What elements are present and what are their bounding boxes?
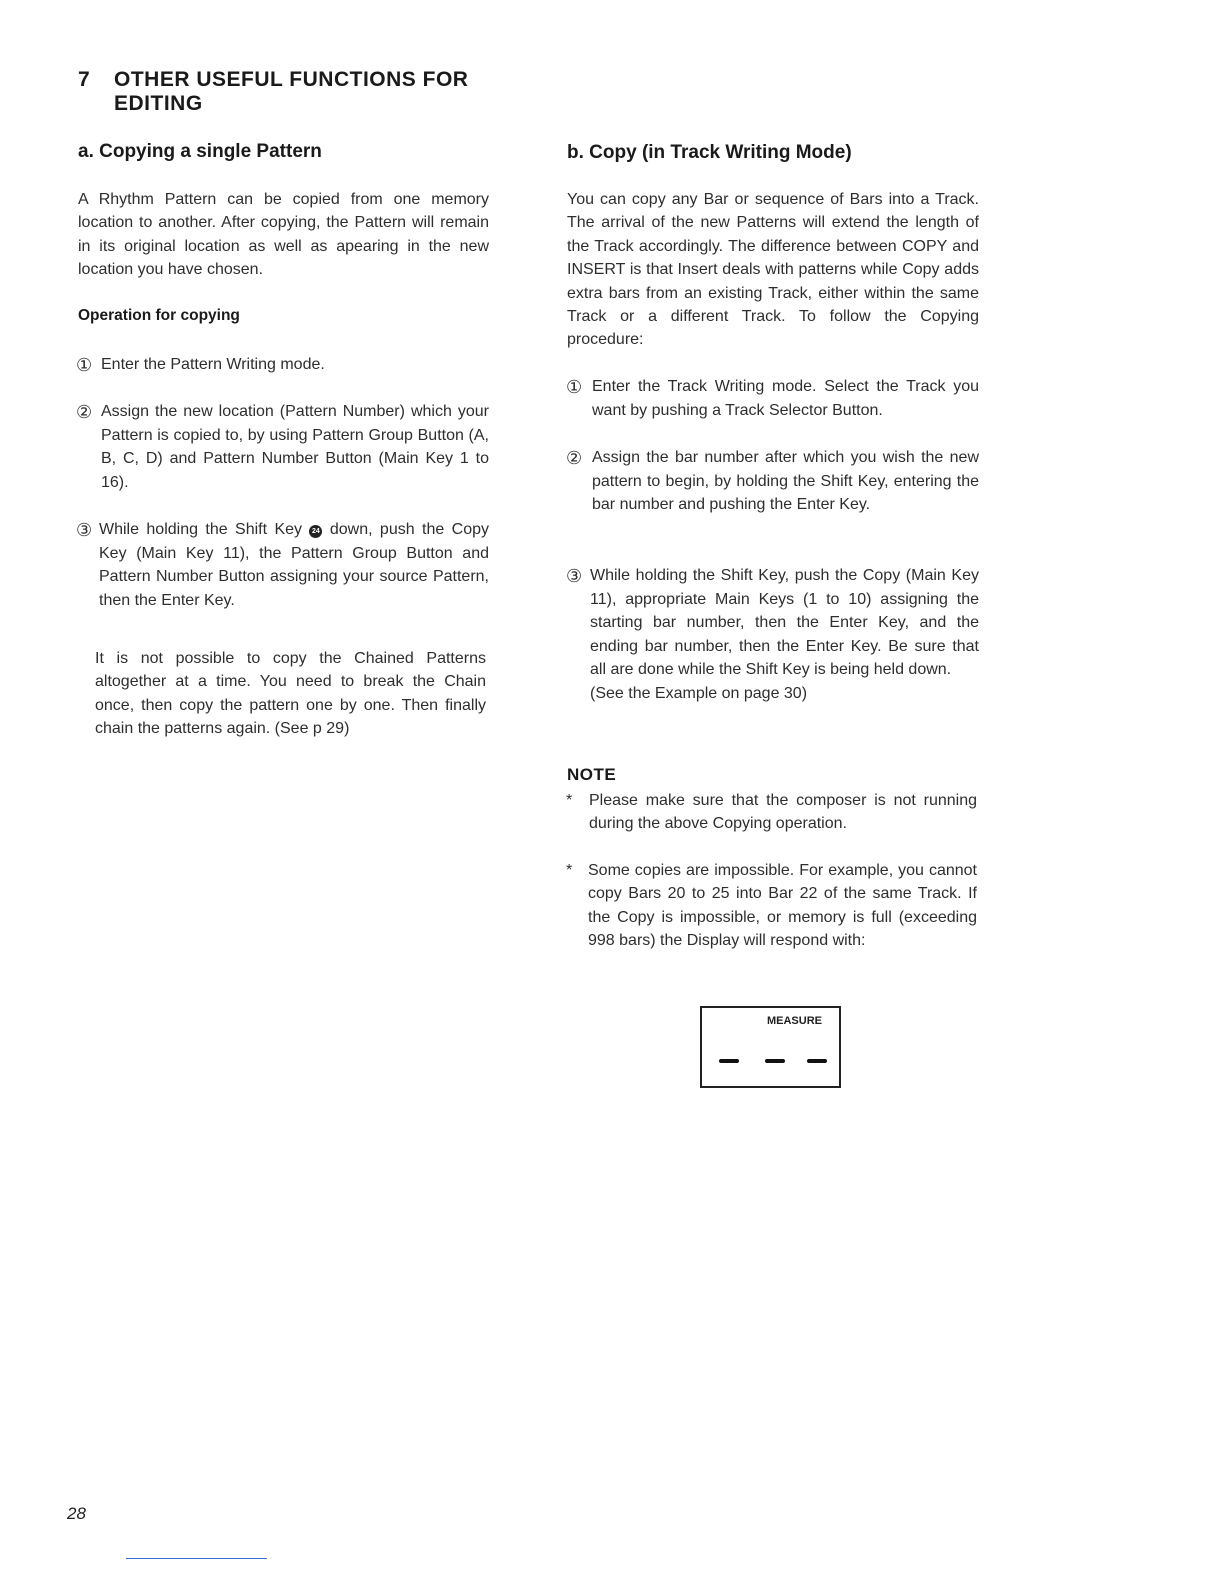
display-dash [719,1059,739,1063]
section-b-intro: You can copy any Bar or sequence of Bars into a Track. The arrival of the new Patterns will extend the length of the Track accordingly. The difference between COPY and INSERT is that Insert deals with patterns while Copy adds extra bars from an existing Track, either within the same Track or a different Track. To follow the Copying procedure: [567,191,979,349]
display-readout [702,1008,703,1009]
section-b-heading: b. Copy (in Track Writing Mode) [567,142,852,163]
bullet-marker: * [566,862,573,879]
chapter-number: 7 [78,68,91,91]
section-b-step-2 [566,446,979,517]
section-a-remark: It is not possible to copy the Chained Patterns altogether at a time. You need to break the Chain once, then copy the pattern one by one. Then finally chain the patterns again. (See p 29) [95,650,486,738]
step-reference: (See the Example on page 30) [590,684,808,702]
note-heading: NOTE [567,765,617,784]
step-text: While holding the Shift Key, push the Copy (Main Key 11), appropriate Main Keys (1 to 10) assigning the starting bar number, then the Enter Key, and the ending bar number, then the Enter Key. Be sure that all are done while the Shift Key is being held down. [590,567,979,679]
step-marker: ② [566,448,583,468]
note-item-2 [566,859,977,953]
note-item-1 [566,789,977,836]
section-a-heading: a. Copying a single Pattern [78,141,322,162]
section-a-step-3 [76,518,489,612]
display-label: MEASURE [766,1015,822,1027]
display-dash [807,1059,827,1063]
step-marker: ② [76,402,93,422]
note-text: Some copies are impossible. For example, you cannot copy Bars 20 to 25 into Bar 22 of the same Track. If the Copy is impossible, or memory is full (exceeding 998 bars) the Display will respond with: [588,862,977,950]
step-marker: ③ [566,566,583,586]
note-text: Please make sure that the composer is not running during the above Copying operation. [589,792,977,833]
step-text: Assign the bar number after which you wish the new pattern to begin, by holding the Shift Key, entering the bar number and pushing the Enter Key. [592,449,979,514]
chapter-title-line1: OTHER USEFUL FUNCTIONS FOR [114,68,469,91]
step-marker: ③ [76,520,93,540]
step-text: Assign the new location (Pattern Number) which your Pattern is copied to, by using Pattern Group Button (A, B, C, D) and Pattern Number Button (Main Key 1 to 16). [101,403,489,491]
chapter-heading [78,68,498,116]
step-text: Enter the Track Writing mode. Select the Track you want by pushing a Track Selector Button. [592,378,979,419]
step-text: Enter the Pattern Writing mode. [101,356,325,373]
step-text-after: down, push the Copy Key (Main Key 11), the Pattern Group Button and Pattern Number Button assigning your source Pattern, then the Enter Key. [99,521,490,609]
page-number: 28 [67,1504,86,1523]
footer-rule [126,1558,267,1559]
step-marker: ① [76,355,93,375]
section-b-step-3 [566,564,979,706]
section-b-step-1 [566,375,979,422]
step-text-before: While holding the Shift Key [99,521,303,538]
step-marker: ① [566,377,583,397]
measure-display [700,1006,841,1088]
section-a-step-1 [76,353,489,377]
bullet-marker: * [566,792,573,809]
step-text [76,518,489,612]
display-dash [765,1059,785,1063]
shift-key-number-badge: 24 [309,525,322,538]
chapter-title-line2: EDITING [114,92,203,115]
operation-subheading: Operation for copying [78,307,240,324]
section-a-step-2 [76,400,489,494]
section-a-intro: A Rhythm Pattern can be copied from one memory location to another. After copying, the Pattern will remain in its original location as well as apearing in the new location you have chosen. [78,191,489,279]
